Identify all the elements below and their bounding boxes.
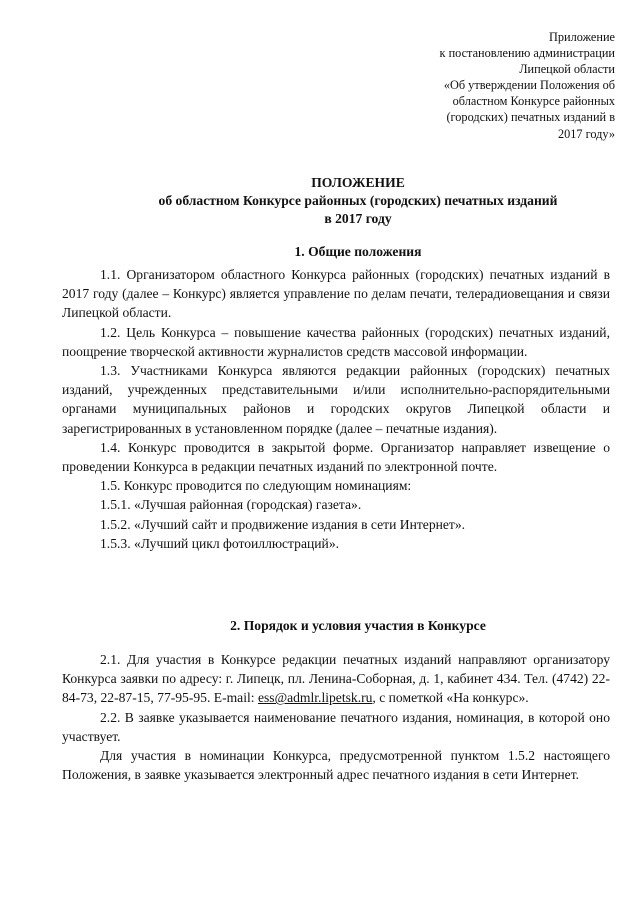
title-line: в 2017 году bbox=[324, 211, 392, 226]
appendix-line: к постановлению администрации bbox=[439, 46, 615, 61]
paragraph-2-1 bbox=[62, 650, 610, 708]
paragraph-1-5: 1.5. Конкурс проводится по следующим номинациям: bbox=[100, 478, 412, 494]
appendix-line: 2017 году» bbox=[557, 126, 615, 141]
appendix-line: «Об утверждении Положения об bbox=[443, 78, 615, 93]
section-heading-participation: 2. Порядок и условия участия в Конкурсе bbox=[230, 618, 486, 633]
nomination-1-5-2: 1.5.2. «Лучший сайт и продвижение издания в сети Интернет». bbox=[100, 516, 466, 532]
paragraph-1-1: 1.1. Организатором областного Конкурса районных (городских) печатных изданий в 2017 году (далее – Конкурс) является управление по делам печати, телерадиовещания и связи Липецкой области. bbox=[62, 267, 610, 321]
paragraph-2-1-text: 2.1. Для участия в Конкурсе редакции печатных изданий направляют организатору Конкурса заявки по адресу: г. Липецк, пл. Ленина-Соборная, д. 1, кабинет 434. Тел. (4742) 22-84-73, 22-87-15, 77-95-95. E-mail: bbox=[62, 652, 610, 706]
nomination-1-5-1: 1.5.1. «Лучшая районная (городская) газета». bbox=[100, 497, 362, 513]
paragraph-2-2: 2.2. В заявке указывается наименование печатного издания, номинация, в которой оно участвует. bbox=[62, 709, 610, 744]
nomination-1-5-3: 1.5.3. «Лучший цикл фотоиллюстраций». bbox=[100, 535, 340, 551]
section-heading-general: 1. Общие положения bbox=[294, 244, 422, 259]
paragraph-2-1-tail: , с пометкой «На конкурс». bbox=[372, 690, 529, 706]
paragraph-1-4: 1.4. Конкурс проводится в закрытой форме. Организатор направляет извещение о проведении Конкурса в редакции печатных изданий по электронной почте. bbox=[62, 439, 610, 475]
paragraph-2-3: Для участия в номинации Конкурса, предусмотренной пунктом 1.5.2 настоящего Положения, в заявке указывается электронный адрес печатного издания в сети Интернет. bbox=[62, 748, 610, 783]
paragraph-1-3: 1.3. Участниками Конкурса являются редакции районных (городских) печатных изданий, учрежденных представительными и/или исполнительно-распорядительными органами муниципальных районов и городских округов Липецкой области и зарегистрированных в установленном порядке (далее – печатные издания). bbox=[62, 363, 610, 436]
title-line: ПОЛОЖЕНИЕ bbox=[311, 175, 405, 190]
appendix-line: Приложение bbox=[549, 30, 615, 44]
appendix-line: Липецкой области bbox=[519, 62, 615, 77]
document-title bbox=[0, 174, 640, 228]
title-line: об областном Конкурсе районных (городских) печатных изданий bbox=[158, 193, 558, 208]
email-link[interactable]: ess@admlr.lipetsk.ru bbox=[257, 690, 373, 706]
appendix-line: областном Конкурсе районных bbox=[452, 94, 615, 109]
section-participation-body bbox=[62, 650, 610, 784]
paragraph-1-2: 1.2. Цель Конкурса – повышение качества районных (городских) печатных изданий, поощрение творческой активности журналистов средств массовой информации. bbox=[62, 324, 610, 359]
appendix-note bbox=[365, 29, 615, 142]
appendix-line: (городских) печатных изданий в bbox=[446, 110, 615, 125]
section-general-body bbox=[62, 265, 610, 553]
